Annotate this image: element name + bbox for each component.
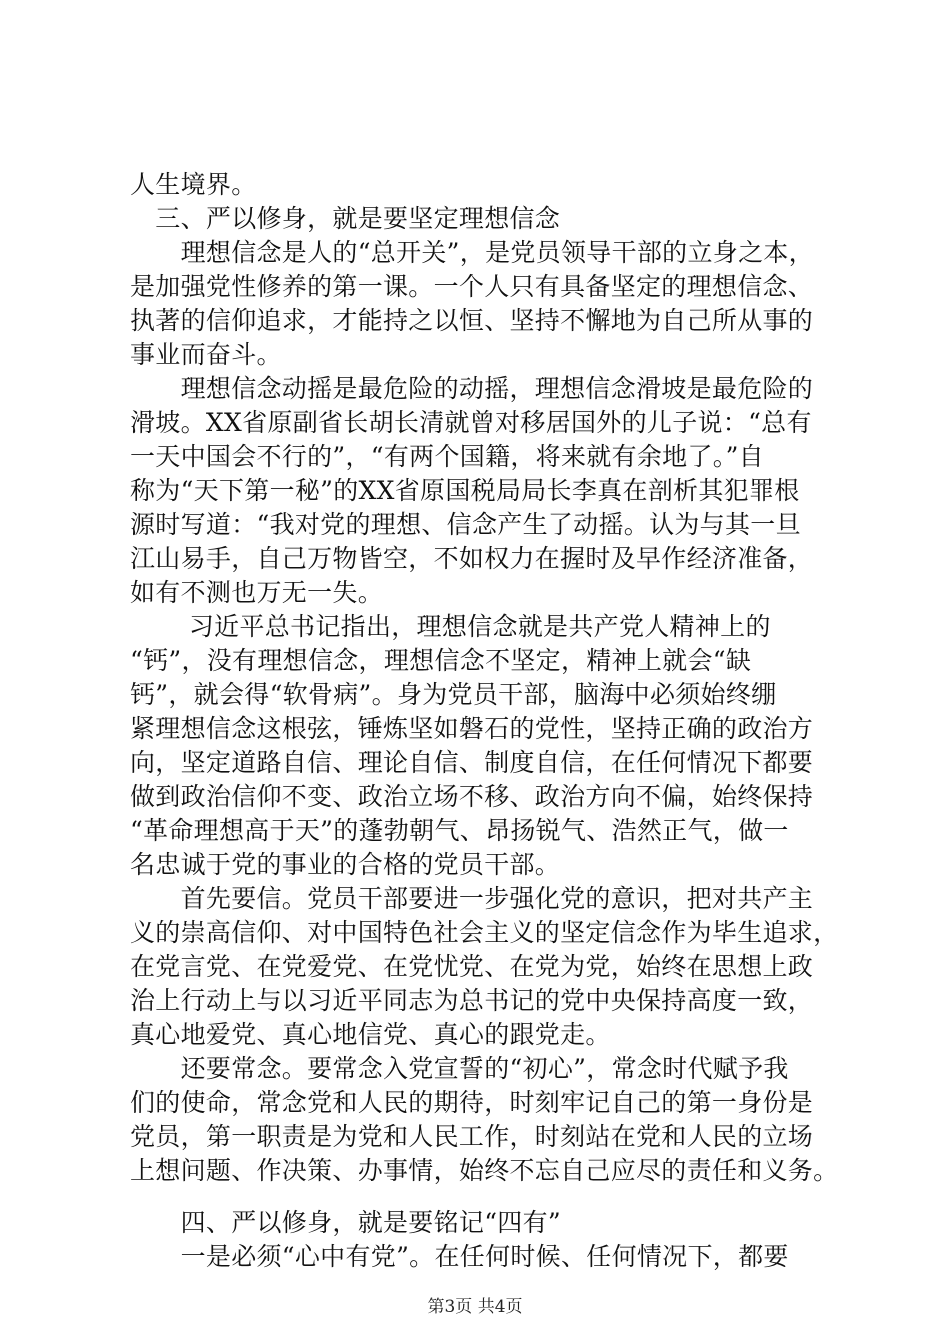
text-line: 江山易手，自己万物皆空，不如权力在握时及早作经济准备，: [130, 544, 814, 573]
text-line: 习近平总书记指出，理想信念就是共产党人精神上的: [130, 612, 771, 641]
text-line: 执著的信仰追求，才能持之以恒、坚持不懈地为自己所从事的: [130, 306, 814, 335]
page-footer: 第3页 共4页: [427, 1297, 523, 1317]
text-line: 治上行动上与以习近平同志为总书记的党中央保持高度一致，: [130, 986, 814, 1015]
text-line: 还要常念。要常念入党宣誓的“初心”，常念时代赋予我: [130, 1054, 789, 1083]
text-line: 一是必须“心中有党”。在任何时候、任何情况下，都要: [130, 1242, 789, 1271]
text-line: 事业而奋斗。: [130, 340, 282, 369]
text-line: 义的崇高信仰、对中国特色社会主义的坚定信念作为毕生追求，: [130, 918, 839, 947]
text-line: 如有不测也万无一失。: [130, 578, 384, 607]
text-line: 名忠诚于党的事业的合格的党员干部。: [130, 850, 561, 879]
text-line: 称为“天下第一秘”的XX省原国税局局长李真在剖析其犯罪根: [130, 476, 800, 505]
section-heading: 三、严以修身，就是要坚定理想信念: [130, 204, 561, 233]
text-line: 首先要信。党员干部要进一步强化党的意识，把对共产主: [130, 884, 814, 913]
text-line: 做到政治信仰不变、政治立场不移、政治方向不偏，始终保持: [130, 782, 814, 811]
text-line: 真心地爱党、真心地信党、真心的跟党走。: [130, 1020, 611, 1049]
text-line: 钙”，就会得“软骨病”。身为党员干部，脑海中必须始终绷: [130, 680, 777, 709]
text-line: 党员，第一职责是为党和人民工作，时刻站在党和人民的立场: [130, 1122, 814, 1151]
section-heading: 四、严以修身，就是要铭记“四有”: [130, 1208, 561, 1237]
text-line: 人生境界。: [130, 170, 257, 199]
text-line: 紧理想信念这根弦，锤炼坚如磐石的党性，坚持正确的政治方: [130, 714, 814, 743]
text-line: 滑坡。XX省原副省长胡长清就曾对移居国外的儿子说：“总有: [130, 408, 812, 437]
text-line: 一天中国会不行的”，“有两个国籍，将来就有余地了。”自: [130, 442, 764, 471]
text-line: 在党言党、在党爱党、在党忧党、在党为党，始终在思想上政: [130, 952, 814, 981]
text-line: 理想信念是人的“总开关”，是党员领导干部的立身之本，: [130, 238, 814, 267]
text-line: 源时写道：“我对党的理想、信念产生了动摇。认为与其一旦: [130, 510, 801, 539]
text-line: 上想问题、作决策、办事情，始终不忘自己应尽的责任和义务。: [130, 1156, 839, 1185]
text-line: 们的使命，常念党和人民的期待，时刻牢记自己的第一身份是: [130, 1088, 814, 1117]
text-line: 是加强党性修养的第一课。一个人只有具备坚定的理想信念、: [130, 272, 814, 301]
text-line: 向，坚定道路自信、理论自信、制度自信，在任何情况下都要: [130, 748, 814, 777]
text-line: “钙”，没有理想信念，理想信念不坚定，精神上就会“缺: [130, 646, 752, 675]
text-line: “革命理想高于天”的蓬勃朝气、昂扬锐气、浩然正气，做一: [130, 816, 789, 845]
text-line: 理想信念动摇是最危险的动摇，理想信念滑坡是最危险的: [130, 374, 814, 403]
